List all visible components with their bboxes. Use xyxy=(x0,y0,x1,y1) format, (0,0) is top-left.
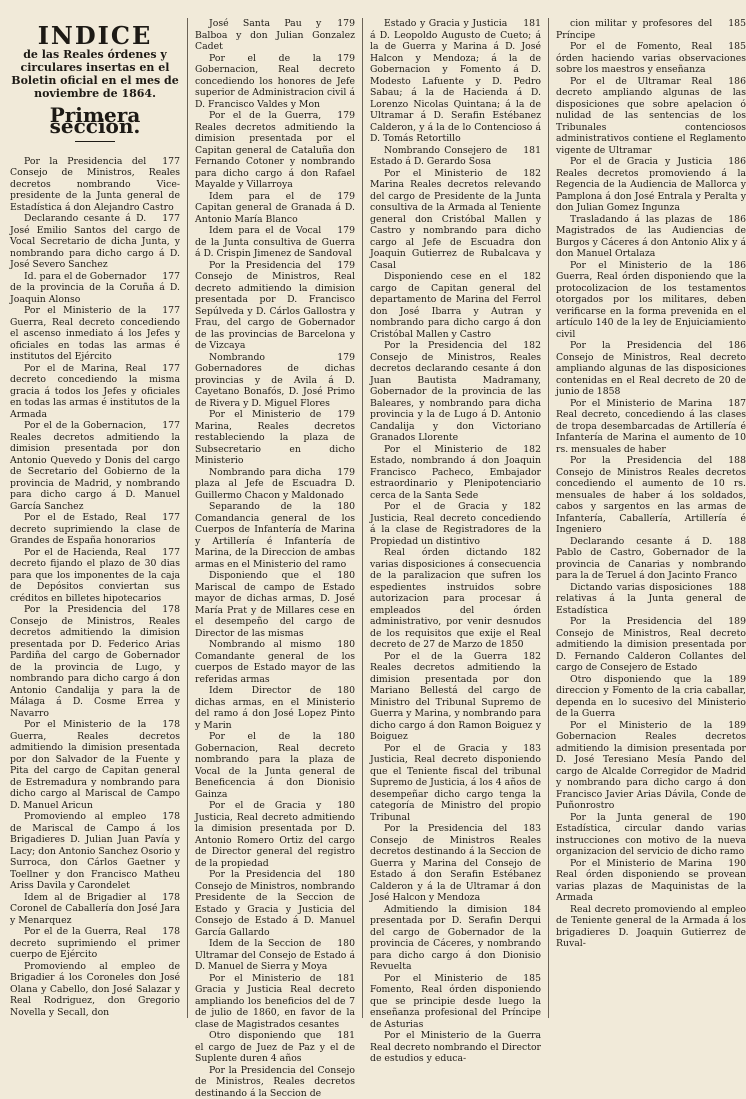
entry-page-number: 182 xyxy=(507,168,541,180)
index-entry xyxy=(370,145,541,168)
entry-text: Idem para el de Capitan general de Granada á D. Antonio María Blanco xyxy=(195,191,355,225)
entry-text: Por el Ministerio de la Guerra, Real órden disponiendo que la protocolizacion de los testamentos otorgados por los militares, deben verificarse en la forma prevenida en el artículo 140 de la ley de Enjuiciamiento civil xyxy=(556,260,746,340)
index-entry xyxy=(195,973,355,1031)
index-entry xyxy=(370,168,541,272)
entry-text: Por la Presidencia del Consejo de Ministros, nombrando Presidente de la Seccion de Estado y Gracia y Justicia del Consejo de Estado á D. Manuel García Gallardo xyxy=(195,869,355,938)
entry-text: Otro disponiendo que el cargo de Juez de Paz y el de Suplente duren 4 años xyxy=(195,1030,355,1064)
index-entry xyxy=(370,823,541,904)
entry-page-number: 182 xyxy=(507,444,541,456)
entry-text: Por el de la Gobernacion, Real decreto concediendo los honores de Jefe superior de Administracion civil á D. Francisco Valdes y Mon xyxy=(195,53,355,110)
entry-page-number: 180 xyxy=(321,639,355,651)
entry-text: Por la Presidencia del Consejo de Ministros, Reales decretos destinando á la Seccion de xyxy=(195,1065,355,1099)
entry-page-number: 178 xyxy=(146,811,180,823)
entry-text: Real órden dictando varias disposiciones á consecuencia de la paralizacion que sufren los espedientes instruidos sobre autorizacion para procesar á empleados del órden administrativo, por venir desnudos de los requisitos que exije el Real decreto de 27 de Marzo de 1850 xyxy=(370,547,541,650)
index-entry xyxy=(556,616,746,674)
index-entry xyxy=(10,420,180,512)
entry-page-number: 179 xyxy=(321,467,355,479)
index-entry xyxy=(10,961,180,1019)
entry-text: Por el de Marina, Real decreto concediendo la misma gracia á todos los Jefes y oficiales en todas las armas é institutos de la Armada xyxy=(10,363,180,420)
entry-text: Por el de la Guerra, Real decreto suprimiendo el primer cuerpo de Ejército xyxy=(10,926,180,960)
index-entry xyxy=(370,1030,541,1065)
index-entry xyxy=(556,858,746,904)
entry-text: Nombrando para dicha plaza al Jefe de Escuadra D. Guillermo Chacon y Maldonado xyxy=(195,467,355,501)
entry-text: Id. para el de Gobernador de la provincia de la Coruña á D. Joaquin Alonso xyxy=(10,271,180,305)
index-subtitle: de las Reales órdenes y circulares insertas en el Boletin oficial en el mes de noviembre de 1864. xyxy=(10,48,180,100)
entry-text: Por el Ministerio de la Gobernacion Reales decretos admitiendo la dimision presentada por D. José Teresiano Mesía Pando del cargo de Alcalde Corregidor de Madrid y nombrando para dicho cargo á don Francisco Javier Arias Dávila, Conde de Puñonrostro xyxy=(556,720,746,812)
entry-page-number: 182 xyxy=(507,271,541,283)
entry-text: Por el Ministerio de Marina Reales decretos relevando del cargo de Presidente de la Junta consultiva de la Armada al Teniente general don Cristóbal Mallen y Castro y nombrando para dicho cargo al Jefe de Escuadra don Joaquin Gutierrez de Rubalcava y Casal xyxy=(370,168,541,271)
entry-page-number: 189 xyxy=(712,720,746,732)
entry-text: Por el de Fomento, Real órden haciendo varias observaciones sobre los maestros y enseñanza xyxy=(556,41,746,75)
entry-page-number: 177 xyxy=(146,305,180,317)
index-entry xyxy=(556,76,746,157)
entry-text: Por el de Gracia y Justicia Reales decretos promoviendo á la Regencia de la Audiencia de Mallorca y Pamplona á don José Entrala y Peralta y don Julian Gomez Ingunza xyxy=(556,156,746,213)
index-entry xyxy=(556,536,746,582)
entry-text: Por el Ministerio de Estado, nombrando á don Joaquin Francisco Pacheco, Embajador estraordinario y Plenipotenciario cerca de la Santa Sede xyxy=(370,444,541,501)
index-entry xyxy=(370,973,541,1031)
entry-text: Disponiendo cese en el cargo de Capitan general del departamento de Marina del Ferrol don José Ibarra y Autran y nombrando para dicho cargo á don Cristóbal Mallen y Castro xyxy=(370,271,541,340)
entry-page-number: 178 xyxy=(146,892,180,904)
entry-page-number: 177 xyxy=(146,271,180,283)
entry-text: Por la Presidencia del Consejo de Ministros Reales decretos concediendo el aumento de 10 rs. mensuales de haber á los soldados, cabos y sargentos en las armas de Infantería, Caballería, Artillería é Ingeniero xyxy=(556,455,746,535)
index-entry xyxy=(195,1065,355,1099)
index-entry xyxy=(10,213,180,271)
entry-page-number: 182 xyxy=(507,340,541,352)
index-entry xyxy=(195,570,355,639)
index-entry xyxy=(10,156,180,214)
entry-text: Por el de Ultramar Real decreto ampliando algunas de las disposiciones que sobre apelacion ó nulidad de las sentencias de los Tribunales contenciosos administrativos contiene el Reglamento vigente de Ultramar xyxy=(556,76,746,156)
index-entry xyxy=(195,938,355,973)
index-entry xyxy=(370,340,541,444)
index-entry xyxy=(195,731,355,800)
column-2 xyxy=(195,18,355,1099)
entry-text: Nombrando Gobernadores de dichas provincias y de Avila á D. Cayetano Bonafós, D. José Primo de Rivera y D. Miguel Flores xyxy=(195,352,355,409)
index-entry xyxy=(195,685,355,731)
entry-page-number: 186 xyxy=(712,340,746,352)
entry-page-number: 188 xyxy=(712,582,746,594)
entry-page-number: 179 xyxy=(321,409,355,421)
index-entry xyxy=(10,271,180,306)
entry-page-number: 180 xyxy=(321,869,355,881)
index-entry xyxy=(556,340,746,398)
entry-page-number: 180 xyxy=(321,685,355,697)
entry-page-number: 178 xyxy=(146,604,180,616)
entry-text: Promoviendo al empleo de Mariscal de Campo á los Brigadieres D. Julian Juan Pavía y Lacy; don Antonio Sanchez Osorio y Surroca, don Cárlos Gaetner y Toellner y don Francisco Matheu Ariss Davila y Carondelet xyxy=(10,811,180,891)
column-divider xyxy=(187,18,188,1018)
index-entry xyxy=(10,811,180,892)
index-entry xyxy=(195,225,355,260)
index-entry xyxy=(195,501,355,570)
entry-page-number: 181 xyxy=(321,1030,355,1042)
entry-text: Declarando cesante á D. Pablo de Castro, Gobernador de la provincia de Canarias y nombrando para la de Teruel á don Jacinto Franco xyxy=(556,536,746,582)
entry-text: Estado y Gracia y Justicia á D. Leopoldo Augusto de Cueto; á la de Guerra y Marina á D. José Halcon y Mendoza; á la de Gobernacion y Fomento á D. Modesto Lafuente y D. Pedro Sabau; á la de Hacienda á D. Lorenzo Nicolas Quintana; á la de Ultramar á D. Serafin Estébanez Calderon, y á la de lo Contencioso á D. Tomás Retortillo xyxy=(370,18,541,144)
index-entry xyxy=(556,455,746,536)
entry-text: Por la Presidencia del Consejo de Ministros, Real decreto ampliando algunas de las disposiciones contenidas en el Real decreto de 20 de junio de 1858 xyxy=(556,340,746,397)
entry-page-number: 190 xyxy=(712,812,746,824)
entry-page-number: 179 xyxy=(321,53,355,65)
index-entry xyxy=(370,444,541,502)
entry-text: Por el de la Gobernacion, Reales decretos admitiendo la dimision presentada por don Antonio Quevedo y Donis del cargo de Secretario del Gobierno de la provincia de Madrid, y nombrando para dicho cargo á D. Manuel García Sanchez xyxy=(10,420,180,512)
entry-page-number: 188 xyxy=(712,536,746,548)
entry-page-number: 177 xyxy=(146,512,180,524)
entry-text: Por el Ministerio de la Guerra Real decreto nombrando el Director de estudios y educa- xyxy=(370,1030,541,1064)
entry-page-number: 181 xyxy=(321,973,355,985)
entry-text: cion militar y profesores del Príncipe xyxy=(556,18,712,41)
entry-text: Idem para el de Vocal de la Junta consultiva de Guerra á D. Crispin Jimenez de Sandoval xyxy=(195,225,355,259)
column-divider xyxy=(362,18,363,1018)
entry-page-number: 186 xyxy=(712,214,746,226)
index-entry xyxy=(370,743,541,824)
entry-text: Por el Ministerio de Marina Real órden disponiendo se provean varias plazas de Maquinistas de la Armada xyxy=(556,858,746,904)
entry-page-number: 189 xyxy=(712,616,746,628)
index-entry xyxy=(556,156,746,214)
entry-page-number: 183 xyxy=(507,743,541,755)
entry-text: Idem de la Seccion de Ultramar del Consejo de Estado á D. Manuel de Sierra y Moya xyxy=(195,938,355,972)
index-entry xyxy=(10,305,180,363)
column-divider xyxy=(548,18,549,1018)
entry-page-number: 180 xyxy=(321,800,355,812)
column-2-entries xyxy=(195,18,355,1099)
entry-page-number: 190 xyxy=(712,858,746,870)
entry-page-number: 186 xyxy=(712,260,746,272)
entry-text: Por la Presidencia del Consejo de Ministros, Real decreto admitiendo la dimision presentada por D. Francisco Sepúlveda y D. Cárlos Gallostra y Frau, del cargo de Gobernador de las provincias de Barcelona y de Vizcaya xyxy=(195,260,355,352)
index-entry xyxy=(195,191,355,226)
column-3-entries xyxy=(370,18,541,1065)
entry-text: Por el de Estado, Real decreto suprimiendo la clase de Grandes de España honorarios xyxy=(10,512,180,546)
entry-text: Declarando cesante á D. José Emilio Santos del cargo de Vocal Secretario de dicha Junta, y nombrando para dicho cargo á D. José Severo Sanchez xyxy=(10,213,180,270)
entry-text: Por el Ministerio de Marina Real decreto, concediendo á las clases de tropa desembarcadas de Artillería é Infantería de Marina el aumento de 10 rs. mensuales de haber xyxy=(556,398,746,455)
entry-page-number: 182 xyxy=(507,501,541,513)
column-4-entries xyxy=(556,18,746,950)
entry-text: Por el de Gracia y Justicia, Real decreto admitiendo la dimision presentada por D. Antonio Romero Ortiz del cargo de Director general del registro de la propiedad xyxy=(195,800,355,869)
index-entry xyxy=(195,639,355,685)
entry-page-number: 177 xyxy=(146,547,180,559)
entry-text: Otro disponiendo que la direccion y Fomento de la cria caballar, dependa en lo sucesivo del Ministerio de la Guerra xyxy=(556,674,746,720)
entry-text: Real decreto promoviendo al empleo de Teniente general de la Armada á los brigadieres D. Joaquin Gutierrez de Ruval- xyxy=(556,904,746,950)
index-entry xyxy=(10,547,180,605)
entry-page-number: 185 xyxy=(712,41,746,53)
entry-text: Por el Ministerio de Fomento, Real órden disponiendo que se principie desde luego la enseñanza profesional del Príncipe de Asturias xyxy=(370,973,541,1030)
index-entry xyxy=(370,547,541,651)
entry-text: Nombrando Consejero de Estado á D. Gerardo Sosa xyxy=(370,145,507,168)
entry-text: José Santa Pau y Balboa y don Julian Gonzalez Cadet xyxy=(195,18,355,52)
entry-page-number: 178 xyxy=(146,719,180,731)
entry-text: Por el de Gracia y Justicia, Real decreto disponiendo que el Teniente fiscal del tribunal Supremo de Justicia, á los 4 años de desempeñar dicho cargo tenga la categoría de Ministro del propio Tribunal xyxy=(370,743,541,823)
entry-page-number: 179 xyxy=(321,18,355,30)
entry-page-number: 181 xyxy=(507,18,541,30)
entry-page-number: 180 xyxy=(321,501,355,513)
entry-page-number: 184 xyxy=(507,904,541,916)
index-entry xyxy=(10,926,180,961)
entry-text: Promoviendo al empleo de Brigadier á los Coroneles don José Olana y Cabello, don José Salazar y Real Rodriguez, don Gregorio Novella y Secall, don xyxy=(10,961,180,1018)
column-4 xyxy=(556,18,746,1099)
index-entry xyxy=(370,18,541,145)
entry-page-number: 185 xyxy=(712,18,746,30)
entry-text: Por el de la Gobernacion, Real decreto nombrando para la plaza de Vocal de la Junta general de Beneficencia á don Dionisio Gainza xyxy=(195,731,355,800)
entry-page-number: 179 xyxy=(321,352,355,364)
index-entry xyxy=(195,110,355,191)
index-entry xyxy=(195,409,355,467)
index-entry xyxy=(195,869,355,938)
index-entry xyxy=(195,260,355,352)
entry-page-number: 187 xyxy=(712,398,746,410)
entry-page-number: 177 xyxy=(146,420,180,432)
entry-text: Por el Ministerio de la Guerra, Real decreto concediendo el ascenso inmediato á los Jefes y oficiales en todas las armas é institutos del Ejército xyxy=(10,305,180,362)
entry-page-number: 186 xyxy=(712,76,746,88)
index-title: INDICE xyxy=(10,30,180,42)
index-entry xyxy=(370,271,541,340)
index-entry xyxy=(556,214,746,260)
entry-text: Por la Presidencia del Consejo de Ministros, Reales decretos admitiendo la dimision presentada por D. Federico Arias Pardiña del cargo de Gobernador de la provincia de Lugo, y nombrando para dicho cargo á don Antonio Candalija y para la de Málaga á D. Cosme Errea y Navarro xyxy=(10,604,180,719)
entry-page-number: 182 xyxy=(507,651,541,663)
index-entry xyxy=(195,18,355,53)
entry-text: Por la Junta general de Estadística, circular dando varias instrucciones con motivo de la nueva organizacion del servicio de dicho ramo xyxy=(556,812,746,858)
entry-text: Disponiendo que el Mariscal de campo de Estado mayor de dichas armas, D. José María Prat y de Millares cese en el desempeño del cargo de Director de las mismas xyxy=(195,570,355,639)
entry-text: Por el de Gracia y Justicia, Real decreto concediendo á la clase de Registradores de la Propiedad un distintivo xyxy=(370,501,541,547)
index-entry xyxy=(10,512,180,547)
entry-page-number: 177 xyxy=(146,156,180,168)
entry-text: Idem Director de dichas armas, en el Ministerio del ramo á don José Lopez Pinto y Marin xyxy=(195,685,355,731)
index-entry xyxy=(370,904,541,973)
entry-page-number: 177 xyxy=(146,213,180,225)
index-entry xyxy=(556,260,746,341)
entry-page-number: 179 xyxy=(321,260,355,272)
entry-page-number: 183 xyxy=(507,823,541,835)
index-entry xyxy=(10,719,180,811)
entry-text: Por la Presidencia del Consejo de Ministros, Real decreto admitiendo la dimision presentada por D. Fernando Calderon Collantes del cargo de Consejero de Estado xyxy=(556,616,746,673)
entry-text: Idem al de Brigadier al Coronel de Caballería don José Jara y Menarquez xyxy=(10,892,180,926)
entry-text: Por la Presidencia del Consejo de Ministros, Reales decretos nombrando Vice-presidente de la Junta general de Estadística á don Alejandro Castro xyxy=(10,156,180,213)
index-entry xyxy=(195,467,355,502)
column-1-entries xyxy=(10,156,180,1019)
entry-text: Por el Ministerio de Gracia y Justicia Real decreto ampliando los beneficios del de 7 de julio de 1860, en favor de la clase de Magistrados cesantes xyxy=(195,973,355,1030)
entry-text: Por la Presidencia del Consejo de Ministros Reales decretos destinando á la Seccion de Guerra y Marina del Consejo de Estado á don Serafin Estébanez Calderon y á la de Ultramar á don José Halcon y Mendoza xyxy=(370,823,541,903)
entry-page-number: 179 xyxy=(321,191,355,203)
index-entry xyxy=(556,674,746,720)
index-entry xyxy=(556,720,746,812)
entry-page-number: 179 xyxy=(321,110,355,122)
entry-text: Por el de la Guerra, Reales decretos admitiendo la dimision presentada por el Capitan general de Cataluña don Fernando Cotoner y nombrando para dicho cargo á don Rafael Mayalde y Villarroya xyxy=(195,110,355,190)
entry-text: Admitiendo la dimision presentada por D. Serafin Derqui del cargo de Gobernador de la provincia de Cáceres, y nombrando para dicho cargo á don Dionisio Revuelta xyxy=(370,904,541,973)
entry-page-number: 180 xyxy=(321,938,355,950)
entry-page-number: 181 xyxy=(507,145,541,157)
column-3 xyxy=(370,18,541,1099)
index-entry xyxy=(556,582,746,617)
index-entry xyxy=(10,892,180,927)
entry-page-number: 179 xyxy=(321,225,355,237)
entry-text: Por el de Hacienda, Real decreto fijando el plazo de 30 dias para que los imponentes de la caja de Depósitos conviertan sus créditos en billetes hipotecarios xyxy=(10,547,180,604)
entry-page-number: 178 xyxy=(146,926,180,938)
entry-page-number: 182 xyxy=(507,547,541,559)
entry-page-number: 180 xyxy=(321,731,355,743)
entry-text: Por el Ministerio de la Guerra, Reales decretos admitiendo la dimision presentada por don Salvador de la Fuente y Pita del cargo de Capitan general de Estremadura y nombrando para dicho cargo al Mariscal de Campo D. Manuel Aricun xyxy=(10,719,180,811)
entry-text: Separando de la Comandancia general de los Cuerpos de Infantería de Marina y Artillería é Infantería de Marina, de la Direccion de ambas armas en el Ministerio del ramo xyxy=(195,501,355,570)
index-entry xyxy=(195,800,355,869)
index-entry xyxy=(556,18,746,41)
index-entry xyxy=(195,1030,355,1065)
entry-page-number: 188 xyxy=(712,455,746,467)
entry-page-number: 180 xyxy=(321,570,355,582)
index-entry xyxy=(556,398,746,456)
index-entry xyxy=(195,352,355,410)
index-entry xyxy=(370,501,541,547)
index-entry xyxy=(370,651,541,743)
entry-page-number: 186 xyxy=(712,156,746,168)
index-entry xyxy=(10,604,180,719)
entry-text: Por el Ministerio de Marina, Reales decretos restableciendo la plaza de Subsecretario en dicho Ministerio xyxy=(195,409,355,466)
index-entry xyxy=(556,904,746,950)
entry-text: Por la Presidencia del Consejo de Ministros, Reales decretos declarando cesante á don Juan Bautista Madramany, Gobernador de la provincia de las Baleares, y nombrando para dicha provincia y la de Lugo á D. Antonio Candalija y don Victoriano Granados Llorente xyxy=(370,340,541,443)
section-divider xyxy=(75,141,115,142)
index-entry xyxy=(195,53,355,111)
entry-page-number: 185 xyxy=(507,973,541,985)
entry-text: Por el de la Guerra Reales decretos admitiendo la dimision presentada por don Mariano Bellestá del cargo de Ministro del Tribunal Supremo de Guerra y Marina, y nombrando para dicho cargo á don Ramon Boiguez y Boiguez xyxy=(370,651,541,743)
index-entry xyxy=(556,41,746,76)
entry-page-number: 189 xyxy=(712,674,746,686)
entry-text: Trasladando á las plazas de Magistrados de las Audiencias de Burgos y Cáceres á don Antonio Alix y á don Manuel Ortalaza xyxy=(556,214,746,260)
index-entry xyxy=(556,812,746,858)
section-title: Primera seccion. xyxy=(10,110,180,133)
entry-text: Nombrando al mismo Comandante general de los cuerpos de Estado mayor de las referidas armas xyxy=(195,639,355,685)
entry-text: Dictando varias disposiciones relativas á la Junta general de Estadística xyxy=(556,582,746,616)
entry-page-number: 177 xyxy=(146,363,180,375)
index-entry xyxy=(10,363,180,421)
column-1 xyxy=(10,18,180,1099)
